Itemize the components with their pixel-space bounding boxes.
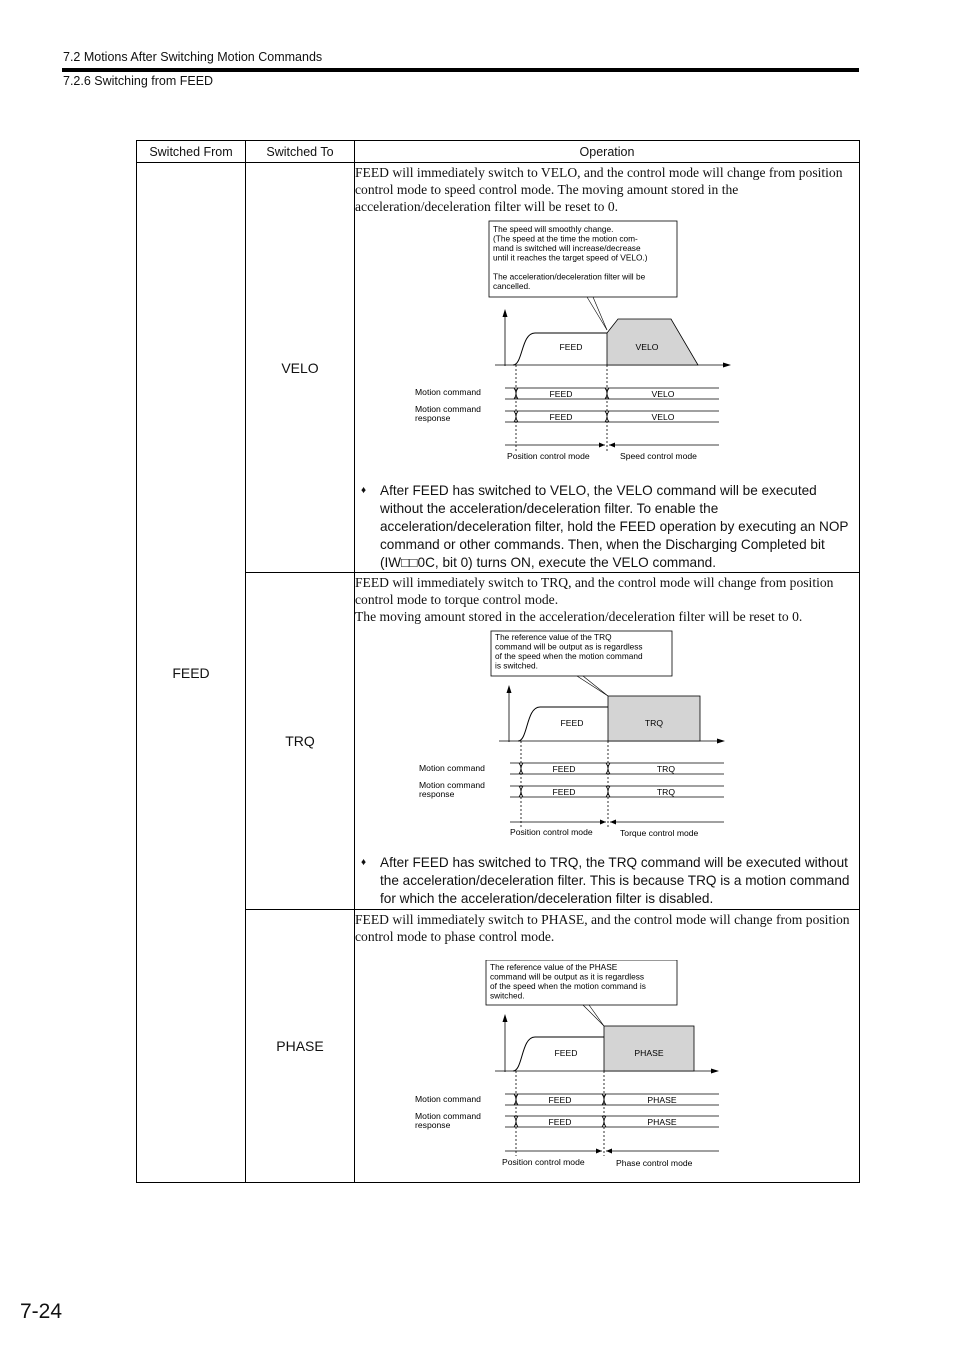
- timeline-feed-response: FEED: [552, 787, 576, 797]
- operation-text: FEED will immediately switch to TRQ, and the control mode will change from position control mode to torque control mode.: [355, 575, 834, 607]
- operation-text: FEED will immediately switch to PHASE, and the control mode will change from position control mode to phase control mode.: [355, 912, 850, 944]
- phase-mode-label: Phase control mode: [616, 1158, 693, 1168]
- velo-note: ♦ After FEED has switched to VELO, the VELO command will be executed without the acceleration/deceleration filter. To enable the acceleration/deceleration filter, hold the FEED operation by executing an NOP command or other commands. Then, when the Discharging Completed bit (IW□□0C, bit 0) turns ON, execute the VELO command.: [361, 483, 849, 570]
- switched-from-cell: [137, 163, 246, 1183]
- bullet-diamond-icon: ♦: [361, 485, 367, 496]
- page-number: 7-24: [20, 1300, 63, 1323]
- callout-text: The reference value of the PHASE command will be output as it is regardless of the speed when the motion command is switched.: [490, 962, 646, 1001]
- timeline-velo-response: VELO: [651, 412, 675, 422]
- timeline-feed-label: FEED: [548, 1095, 572, 1105]
- motion-command-response-label: Motion command response: [415, 1111, 481, 1130]
- col-header-from: Switched From: [137, 141, 246, 163]
- motion-command-response-label: Motion command response: [419, 780, 485, 799]
- timeline-velo-label: VELO: [651, 389, 675, 399]
- timeline-feed-label: FEED: [552, 764, 576, 774]
- velo-timing-diagram: [355, 219, 850, 477]
- timeline-trq-response: TRQ: [656, 787, 676, 797]
- timeline-trq-label: TRQ: [656, 764, 676, 774]
- motion-command-label: Motion command: [415, 387, 481, 397]
- position-mode-label: Position control mode: [510, 827, 593, 837]
- timeline-feed-label: FEED: [549, 389, 573, 399]
- phase-area-label: PHASE: [634, 1048, 664, 1058]
- trq-area-label: TRQ: [644, 718, 664, 728]
- timeline-phase-response: PHASE: [647, 1117, 677, 1127]
- operation-text-2: The moving amount stored in the acceleration/deceleration filter will be reset to 0.: [355, 609, 803, 624]
- feed-area-label: FEED: [559, 342, 583, 352]
- position-mode-label: Position control mode: [507, 451, 590, 461]
- switched-to-trq: TRQ: [285, 733, 315, 749]
- table-row: [137, 163, 860, 573]
- bullet-diamond-icon: ♦: [361, 857, 367, 868]
- switched-to-cell: [246, 910, 355, 1183]
- switching-table: [136, 140, 860, 1183]
- phase-timing-diagram: [355, 960, 850, 1182]
- motion-command-label: Motion command: [415, 1094, 481, 1104]
- motion-command-response-label: Motion command response: [415, 404, 481, 423]
- section-header: 7.2 Motions After Switching Motion Commands: [63, 50, 323, 64]
- trq-note: ♦ After FEED has switched to TRQ, the TRQ command will be executed without the acceleration/deceleration filter. This is because TRQ is a motion command for which the acceleration/deceleration filter is disabled.: [361, 855, 850, 906]
- switched-to-velo: VELO: [281, 359, 319, 376]
- switched-to-cell: [246, 573, 355, 910]
- velo-area-label: VELO: [635, 342, 659, 352]
- switched-to-phase: PHASE: [276, 1038, 324, 1054]
- table-row: [137, 573, 860, 910]
- timeline-feed-response: FEED: [548, 1117, 572, 1127]
- operation-text: FEED will immediately switch to VELO, and the control mode will change from position control mode to speed control mode. The moving amount stored in the acceleration/deceleration filter will be reset to 0.: [355, 165, 843, 214]
- operation-cell: [355, 163, 860, 573]
- table-row: [137, 910, 860, 1183]
- trq-timing-diagram: [355, 630, 850, 852]
- operation-cell: [355, 910, 860, 1183]
- switched-to-cell: [246, 163, 355, 573]
- motion-command-label: Motion command: [419, 763, 485, 773]
- position-mode-label: Position control mode: [502, 1157, 585, 1167]
- callout-text: The reference value of the TRQ command will be output as is regardless of the speed when the motion command is switched.: [495, 632, 643, 671]
- speed-mode-label: Speed control mode: [620, 451, 697, 461]
- torque-mode-label: Torque control mode: [620, 828, 699, 838]
- table-header-row: [137, 141, 860, 163]
- feed-area-label: FEED: [554, 1048, 578, 1058]
- col-header-to: Switched To: [246, 141, 355, 163]
- feed-area-label: FEED: [560, 718, 584, 728]
- header-rule: [62, 68, 859, 72]
- subsection-header: 7.2.6 Switching from FEED: [63, 74, 214, 88]
- timeline-feed-response: FEED: [549, 412, 573, 422]
- operation-cell: [355, 573, 860, 910]
- col-header-operation: Operation: [355, 141, 860, 163]
- callout-text: The speed will smoothly change. (The speed at the time the motion com- mand is switched will increase/decrease until it reaches the target speed of VELO.) The acceleration/deceleration filter will be cancelled.: [493, 224, 648, 291]
- switched-from-label: FEED: [172, 664, 210, 681]
- timeline-phase-label: PHASE: [647, 1095, 677, 1105]
